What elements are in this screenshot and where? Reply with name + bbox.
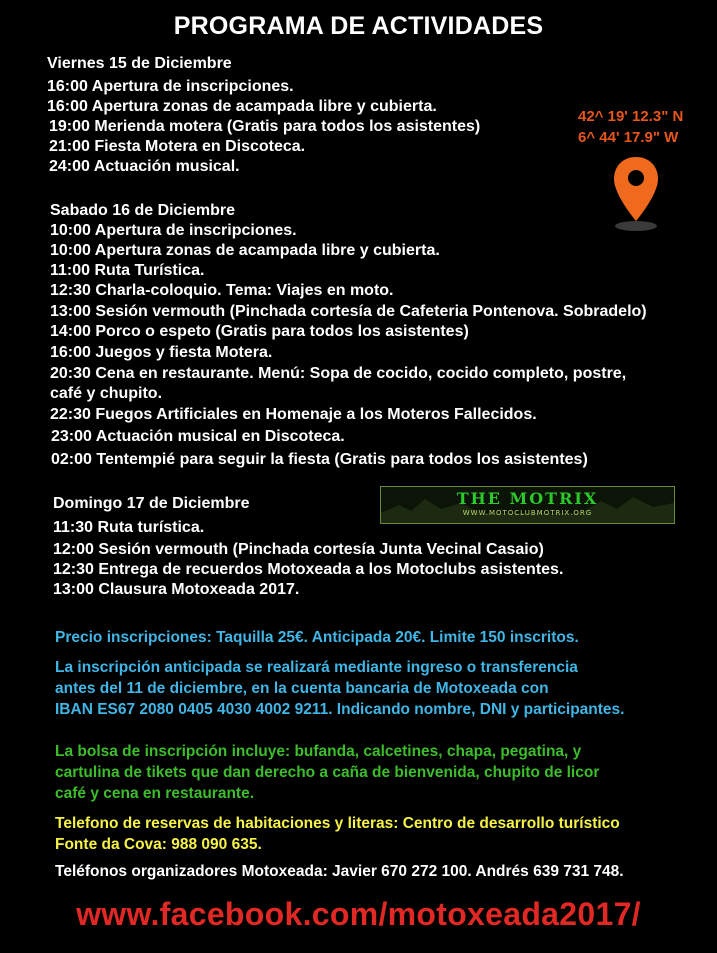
page-title: PROGRAMA DE ACTIVIDADES <box>173 12 544 40</box>
saturday-heading: Sabado 16 de Diciembre <box>50 202 235 219</box>
map-pin-icon <box>612 155 660 240</box>
schedule-item: 19:00 Merienda motera (Gratis para todos los asistentes) <box>49 118 481 135</box>
bag-line: La bolsa de inscripción incluye: bufanda, calcetines, chapa, pegatina, y <box>55 743 582 760</box>
bag-line: cartulina de tikets que dan derecho a caña de bienvenida, chupito de licor <box>55 764 600 781</box>
advance-info <box>55 657 624 720</box>
latitude: 42^ 19' 12.3" N <box>578 108 684 125</box>
schedule-item: 11:00 Ruta Turística. <box>50 262 205 279</box>
bag-line: café y cena en restaurante. <box>55 785 255 802</box>
motoclub-logo <box>380 486 675 524</box>
schedule-item: 22:30 Fuegos Artificiales en Homenaje a los Moteros Fallecidos. <box>50 406 537 423</box>
schedule-item: 10:00 Apertura de inscripciones. <box>50 222 297 239</box>
gps-coordinates <box>578 106 683 148</box>
schedule-item: 21:00 Fiesta Motera en Discoteca. <box>49 138 306 155</box>
schedule-item: 11:30 Ruta turística. <box>53 519 205 536</box>
schedule-item: 13:00 Clausura Motoxeada 2017. <box>53 581 300 598</box>
logo-title: THE MOTRIX <box>456 489 599 508</box>
phone-line: Fonte da Cova: 988 090 635. <box>55 836 262 853</box>
schedule-item: 16:00 Apertura de inscripciones. <box>47 78 294 95</box>
facebook-link[interactable]: www.facebook.com/motoxeada2017/ <box>76 896 641 932</box>
schedule-item: 16:00 Apertura zonas de acampada libre y cubierta. <box>47 98 437 115</box>
schedule-item: 10:00 Apertura zonas de acampada libre y cubierta. <box>50 242 440 259</box>
schedule-item: 20:30 Cena en restaurante. Menú: Sopa de cocido, cocido completo, postre, <box>50 365 627 382</box>
schedule-item: 02:00 Tentempié para seguir la fiesta (Gratis para todos los asistentes) <box>51 451 588 468</box>
schedule-item: 24:00 Actuación musical. <box>49 158 240 175</box>
organizers-info: Teléfonos organizadores Motoxeada: Javier 670 272 100. Andrés 639 731 748. <box>55 863 624 880</box>
bag-info <box>55 741 599 804</box>
phone-line: Telefono de reservas de habitaciones y literas: Centro de desarrollo turístico <box>55 815 620 832</box>
schedule-item: 12:30 Charla-coloquio. Tema: Viajes en moto. <box>50 282 394 299</box>
schedule-item: 16:00 Juegos y fiesta Motera. <box>50 344 273 361</box>
advance-line: antes del 11 de diciembre, en la cuenta bancaria de Motoxeada con <box>55 680 549 697</box>
schedule-item: café y chupito. <box>50 385 163 402</box>
schedule-item: 12:00 Sesión vermouth (Pinchada cortesía Junta Vecinal Casaio) <box>53 541 544 558</box>
schedule-item: 14:00 Porco o espeto (Gratis para todos los asistentes) <box>50 323 469 340</box>
sunday-heading: Domingo 17 de Diciembre <box>53 495 250 512</box>
schedule-item: 13:00 Sesión vermouth (Pinchada cortesía de Cafeteria Pontenova. Sobradelo) <box>50 303 647 320</box>
phone-info <box>55 813 620 855</box>
price-info: Precio inscripciones: Taquilla 25€. Anticipada 20€. Limite 150 inscritos. <box>55 629 579 646</box>
schedule-item: 12:30 Entrega de recuerdos Motoxeada a los Motoclubs asistentes. <box>53 561 564 578</box>
advance-line: La inscripción anticipada se realizará mediante ingreso o transferencia <box>55 659 578 676</box>
advance-line: IBAN ES67 2080 0405 4030 4002 9211. Indicando nombre, DNI y participantes. <box>55 701 625 718</box>
logo-subtitle: WWW.MOTOCLUBMOTRIX.ORG <box>462 509 593 517</box>
longitude: 6^ 44' 17.9" W <box>578 129 679 146</box>
friday-heading: Viernes 15 de Diciembre <box>47 55 232 72</box>
schedule-item: 23:00 Actuación musical en Discoteca. <box>51 428 345 445</box>
